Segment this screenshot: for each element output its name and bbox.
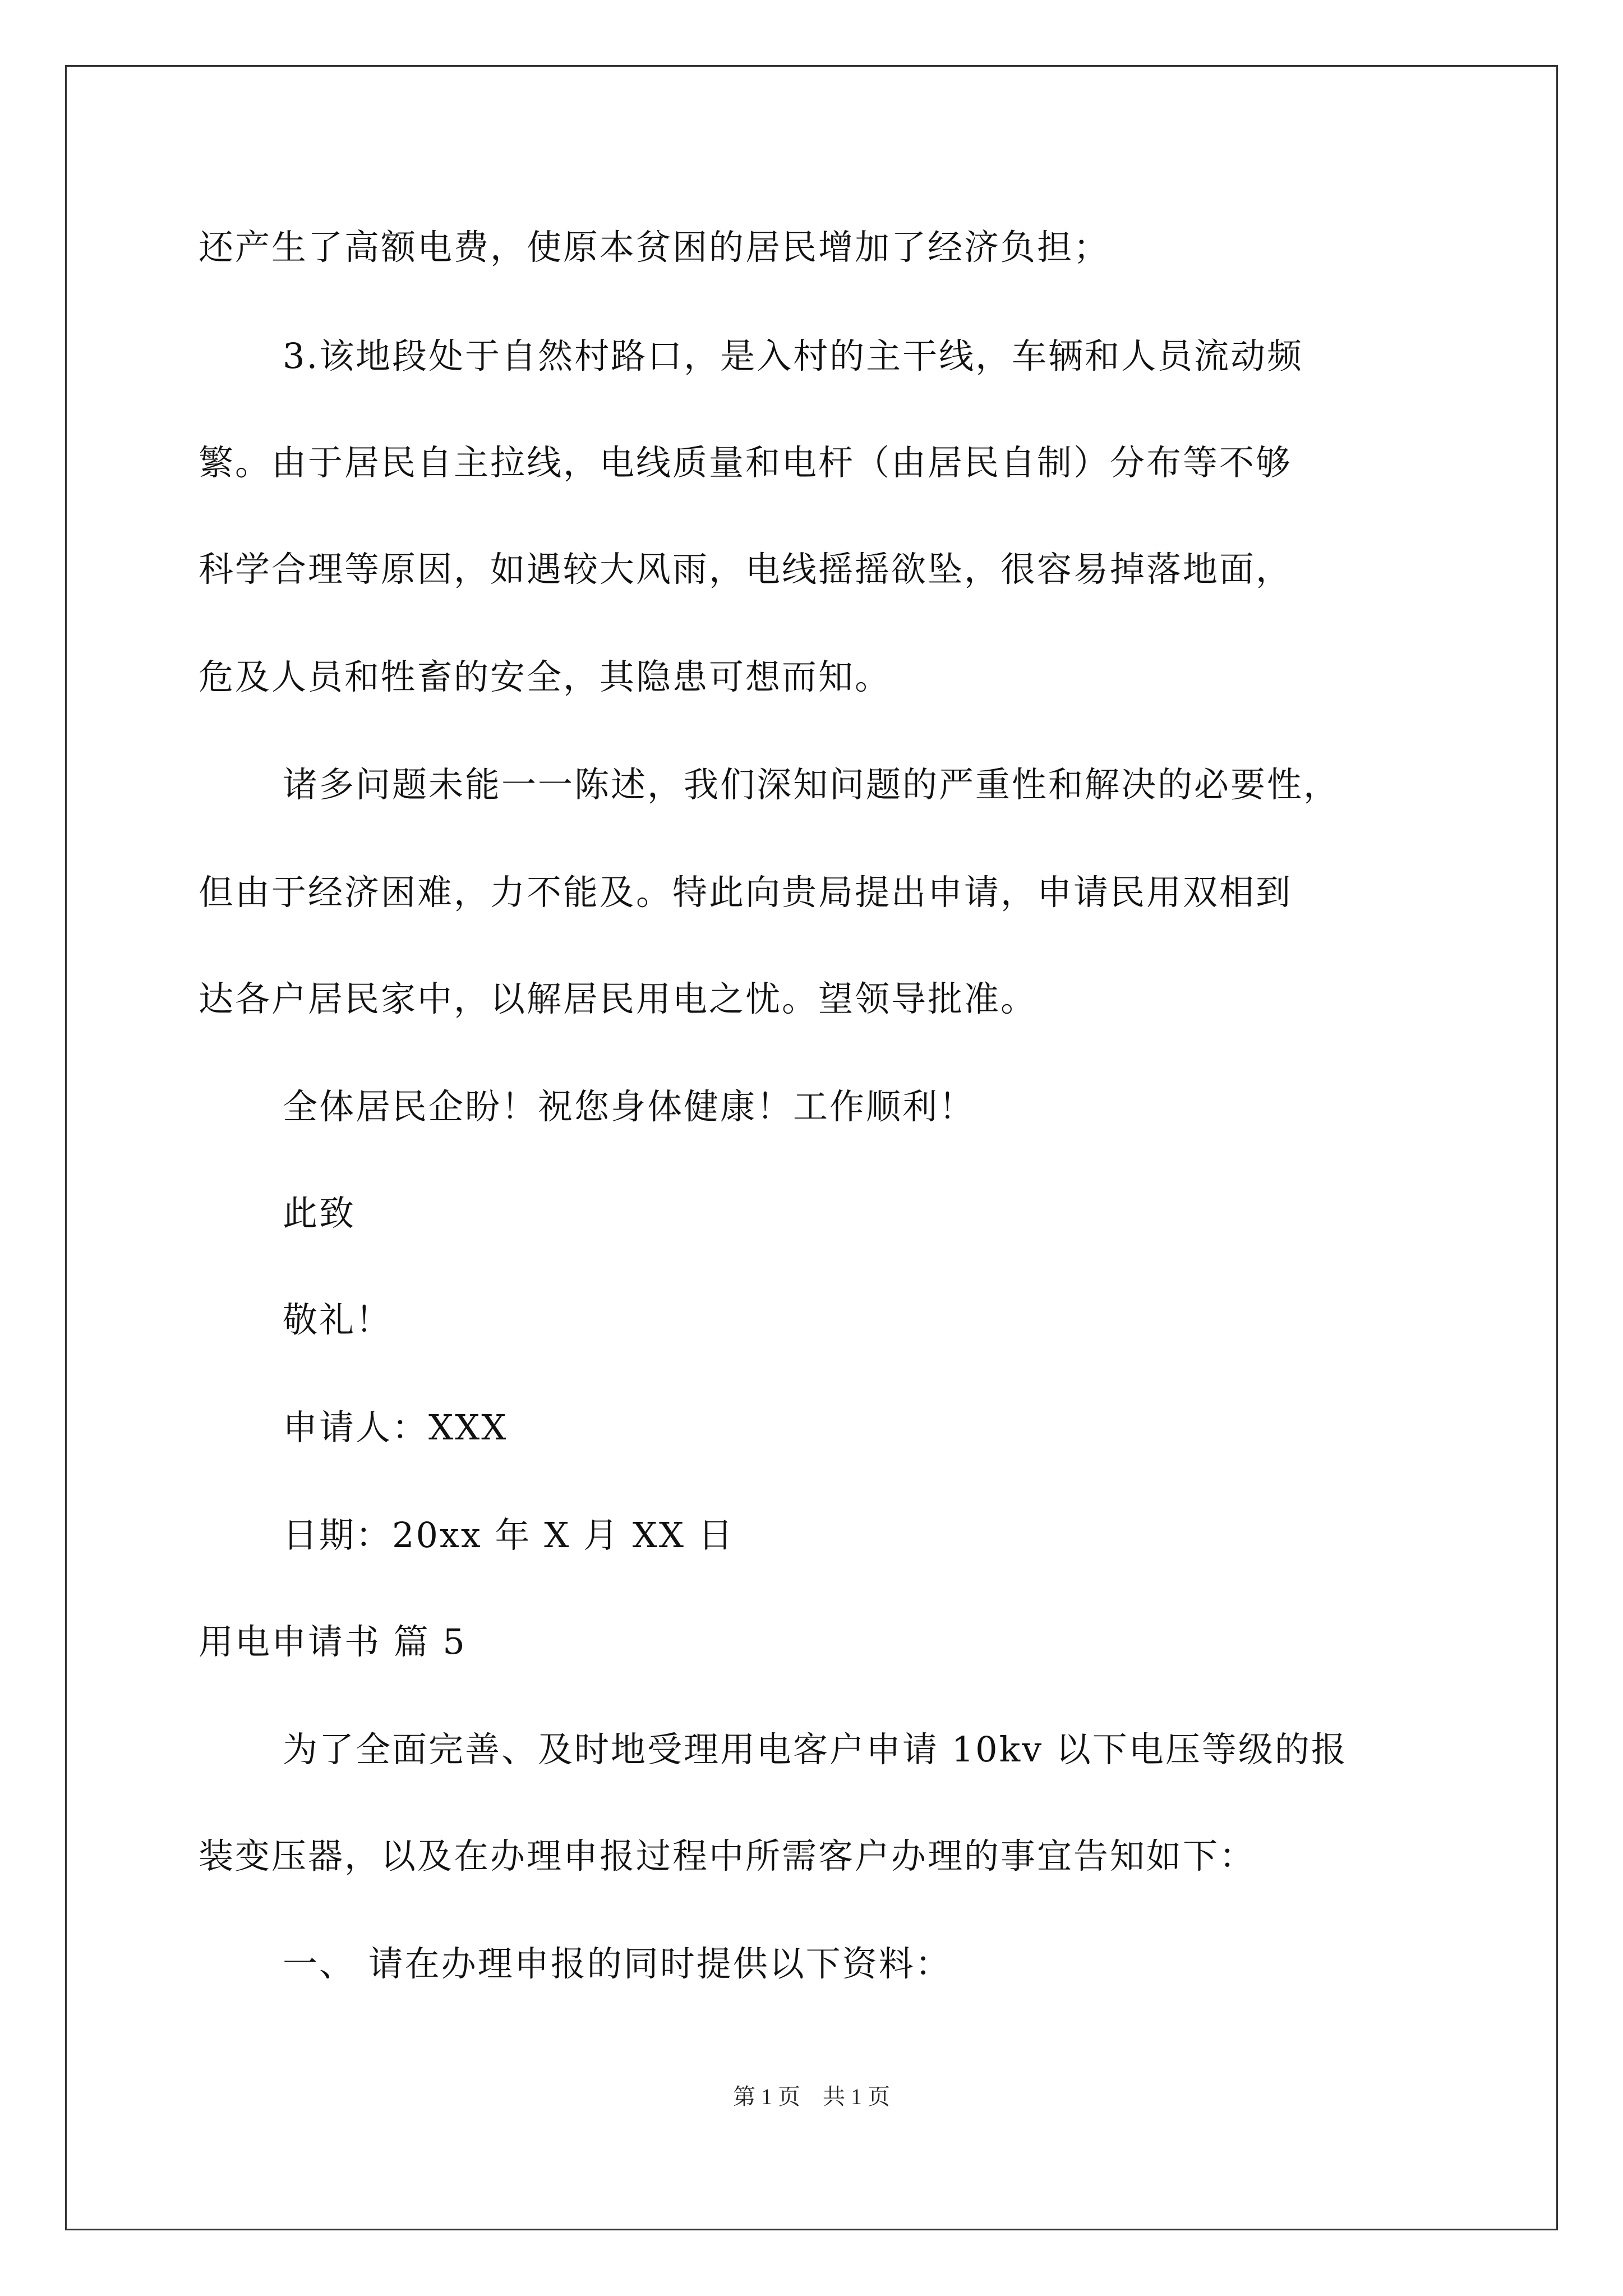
- body-line-8: 达各户居民家中，以解居民用电之忧。望领导批准。: [199, 978, 1038, 1019]
- salutation-ci-zhi: 此致: [283, 1193, 356, 1234]
- body-line-1: 还产生了高额电费，使原本贫困的居民增加了经济负担；: [199, 227, 1110, 268]
- section-heading: 用电申请书 篇 5: [199, 1621, 467, 1662]
- list-item-1: 一、 请在办理申报的同时提供以下资料：: [283, 1943, 952, 1984]
- body-line-2: 3.该地段处于自然村路口，是入村的主干线，车辆和人员流动频: [283, 335, 1304, 376]
- date-line: 日期：20xx 年 X 月 XX 日: [283, 1515, 735, 1556]
- body-line-5: 危及人员和牲畜的安全，其隐患可想而知。: [199, 656, 892, 697]
- body-line-3: 繁。由于居民自主拉线，电线质量和电杆（由居民自制）分布等不够: [199, 442, 1293, 483]
- body-line-9: 为了全面完善、及时地受理用电客户申请 10kv 以下电压等级的报: [283, 1729, 1348, 1770]
- closing-wishes: 全体居民企盼！祝您身体健康！工作顺利！: [283, 1086, 976, 1127]
- body-line-6: 诸多问题未能一一陈述，我们深知问题的严重性和解决的必要性，: [283, 764, 1340, 805]
- body-line-7: 但由于经济困难，力不能及。特此向贵局提出申请，申请民用双相到: [199, 872, 1293, 913]
- body-line-4: 科学合理等原因，如遇较大风雨，电线摇摇欲坠，很容易掉落地面，: [199, 549, 1293, 590]
- applicant-line: 申请人：XXX: [283, 1407, 508, 1448]
- body-line-10: 装变压器，以及在办理申报过程中所需客户办理的事宜告知如下：: [199, 1835, 1256, 1876]
- salutation-jing-li: 敬礼！: [283, 1299, 393, 1340]
- page-border: [65, 65, 1558, 2230]
- page-footer: 第 1 页 共 1 页: [733, 2084, 890, 2109]
